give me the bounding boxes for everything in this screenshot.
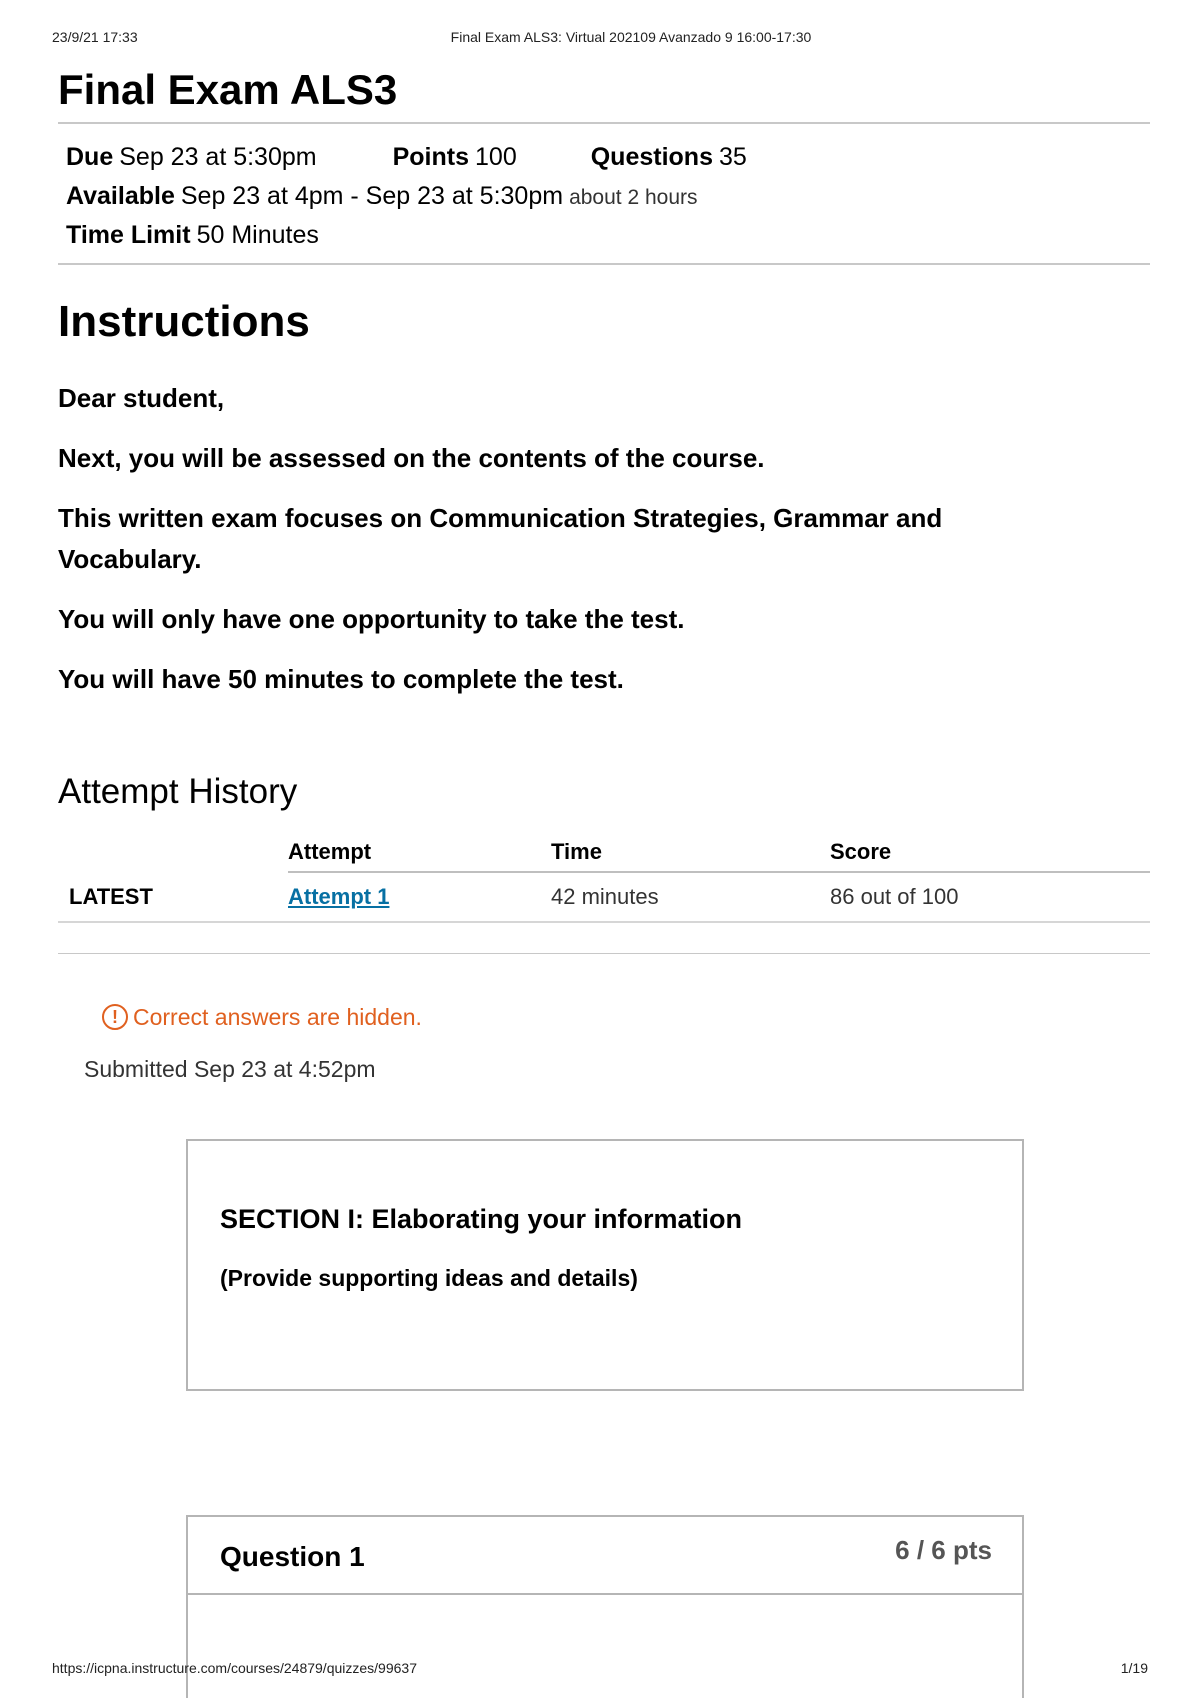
questions-value: 35 [718,143,747,171]
section-subtitle: (Provide supporting ideas and details) [220,1265,638,1291]
section-header-box [186,1139,1024,1391]
latest-tag: LATEST [58,872,288,922]
column-header-blank [58,828,288,872]
print-title: Final Exam ALS3: Virtual 202109 Avanzado 9 16:00-17:30 [450,29,812,45]
attempt-cell [288,872,551,922]
print-header [0,29,1200,49]
instruction-paragraph: This written exam focuses on Communication Strategies, Grammar and Vocabulary. [58,503,943,574]
column-header-score: Score [830,828,1150,872]
points-value: 100 [475,143,517,171]
column-header-attempt: Attempt [288,828,551,872]
correct-answers-notice [102,1002,1150,1032]
instruction-paragraph: You will only have one opportunity to take the test. [58,604,685,634]
quiz-details [58,124,1150,263]
question-points: 6 / 6 pts [895,1535,992,1565]
time-limit-label: Time Limit [66,221,191,249]
available-value: Sep 23 at 4pm - Sep 23 at 5:30pm [180,182,564,210]
quiz-content [58,62,1150,1572]
print-url: https://icpna.instructure.com/courses/24879/quizzes/99637 [52,1660,417,1676]
questions-label: Questions [590,143,713,171]
details-row-2 [66,177,1142,216]
question-title: Question 1 [220,1541,365,1572]
due-value: Sep 23 at 5:30pm [119,143,317,171]
table-row [58,872,1150,922]
page-title: Final Exam ALS3 [58,66,398,113]
time-cell: 42 minutes [551,872,830,922]
points-label: Points [392,143,470,171]
score-cell: 86 out of 100 [830,872,1150,922]
attempt-history-heading: Attempt History [58,772,298,811]
question-header [188,1517,1022,1595]
available-label: Available [66,182,175,210]
notice-text: Correct answers are hidden. [133,1003,422,1030]
divider [58,953,1150,954]
instructions-body [58,378,1058,700]
submitted-timestamp: Submitted Sep 23 at 4:52pm [84,1056,376,1082]
due-label: Due [66,143,114,171]
print-date: 23/9/21 17:33 [52,29,138,45]
details-row-1 [66,138,1142,177]
instruction-paragraph: Dear student, [58,383,225,413]
attempt-link[interactable]: Attempt 1 [288,884,390,909]
available-duration: about 2 hours [569,186,698,209]
instruction-paragraph: Next, you will be assessed on the contents of the course. [58,443,765,473]
time-limit-value: 50 Minutes [196,221,319,249]
column-header-time: Time [551,828,830,872]
instructions-heading: Instructions [58,297,310,346]
divider [58,263,1150,265]
print-page-number: 1/19 [1120,1660,1148,1676]
table-header-row [58,828,1150,872]
warning-circle-icon: ! [102,1004,128,1030]
attempt-history-table [58,828,1150,923]
instruction-paragraph: You will have 50 minutes to complete the test. [58,664,624,694]
details-row-3 [66,216,1142,255]
section-title: SECTION I: Elaborating your information [220,1204,743,1234]
